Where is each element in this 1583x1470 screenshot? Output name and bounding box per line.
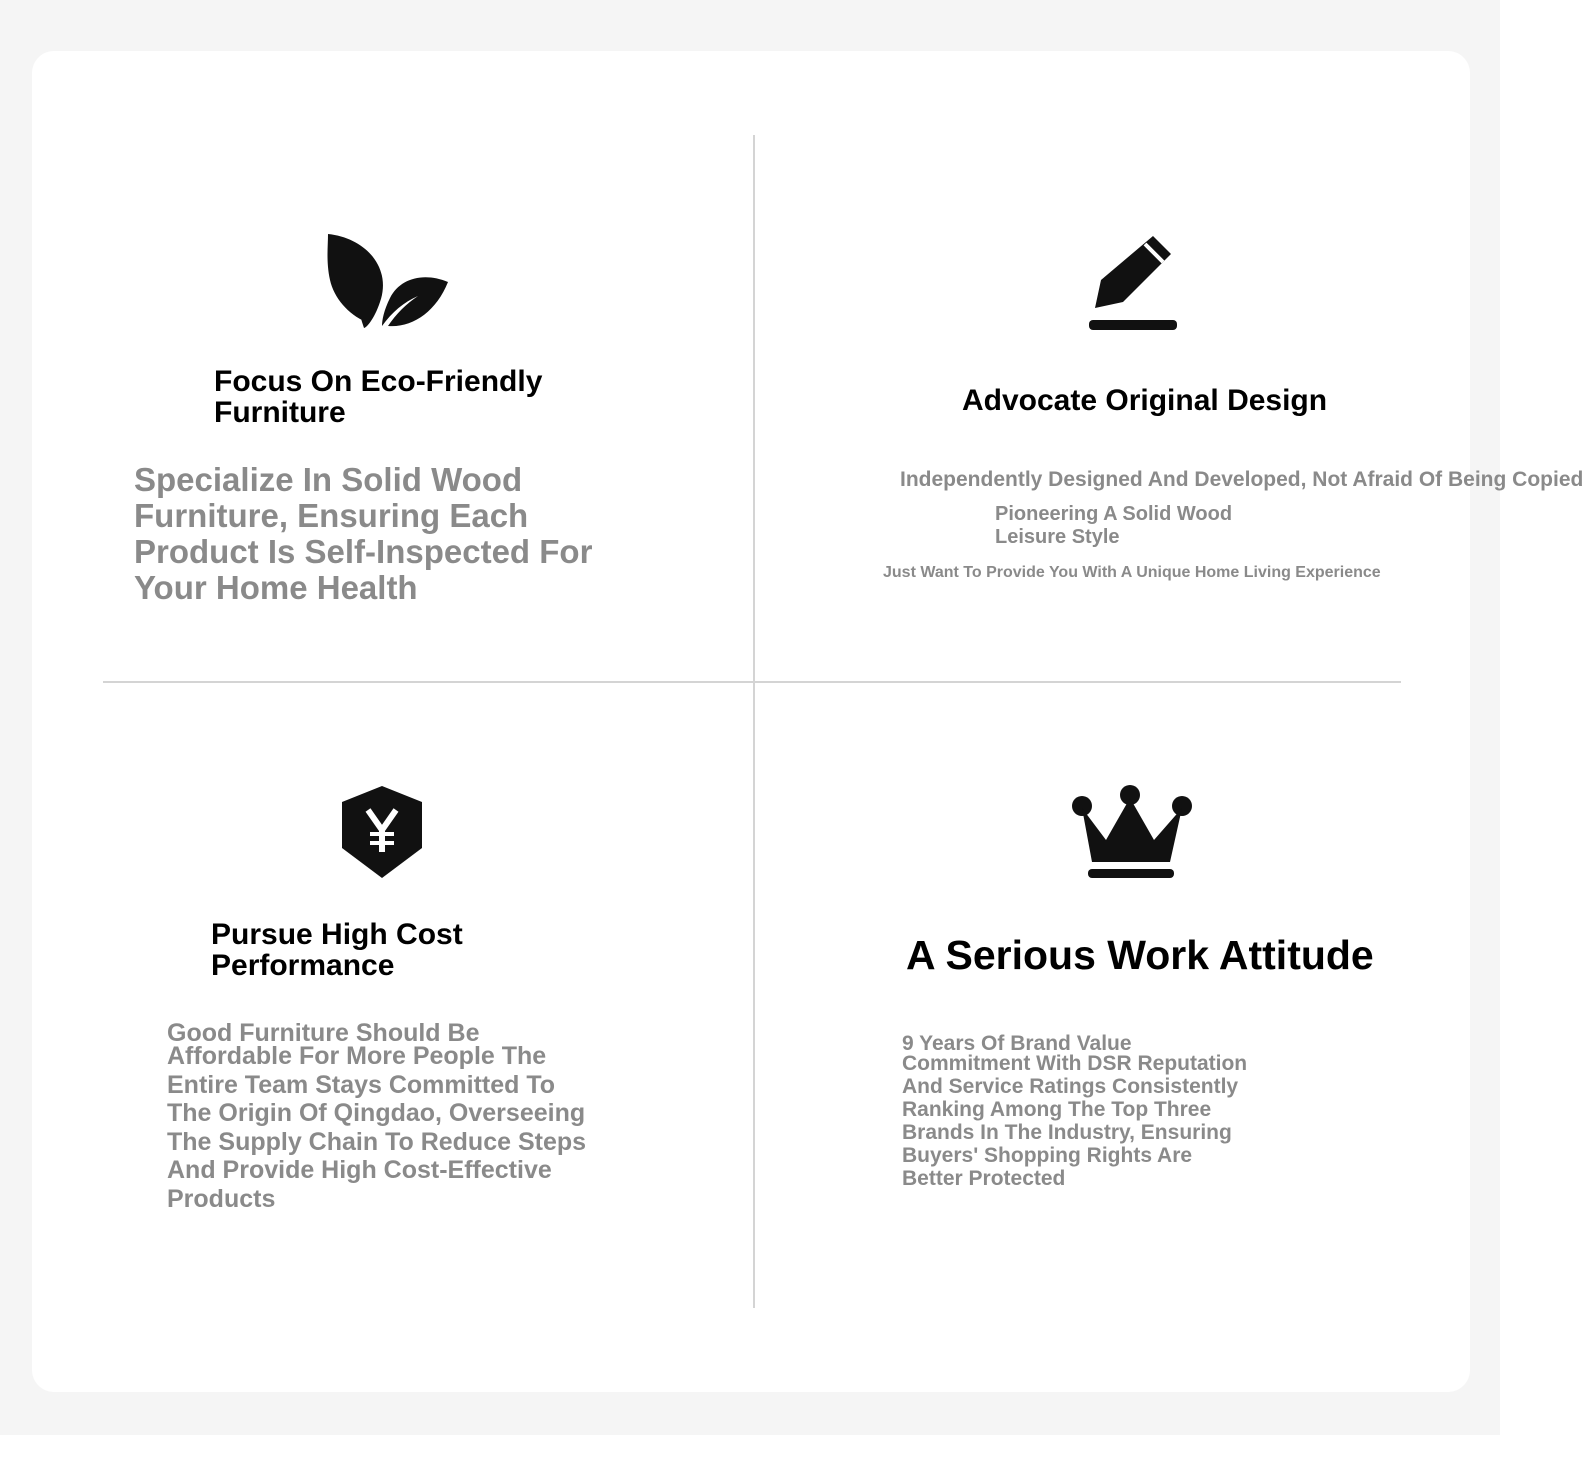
feature-description: Commitment With DSR Reputation And Service Ratings Consistently Ranking Among The Top Three Brands In The Industry, Ensuring Buyers' Shopping Rights Are Better Protected <box>902 1052 1248 1190</box>
feature-description-lead: Good Furniture Should Be <box>167 1019 480 1047</box>
crown-icon <box>1070 784 1194 880</box>
leaf-icon <box>326 232 450 332</box>
feature-description-lead: 9 Years Of Brand Value <box>902 1032 1132 1055</box>
feature-description: Specialize In Solid Wood Furniture, Ensuring Each Product Is Self-Inspected For Your Home Health <box>134 461 593 606</box>
feature-title: A Serious Work Attitude <box>906 932 1374 978</box>
feature-title: Focus On Eco-Friendly Furniture <box>214 365 543 429</box>
vertical-divider <box>753 135 755 1308</box>
feature-title: Advocate Original Design <box>962 384 1328 417</box>
pen-edit-icon <box>1087 234 1179 332</box>
feature-line: Pioneering A Solid Wood Leisure Style <box>995 503 1233 548</box>
yen-shield-icon <box>340 784 424 880</box>
feature-line: Independently Designed And Developed, Not Afraid Of Being Copied <box>900 468 1583 491</box>
horizontal-divider <box>103 681 1401 683</box>
feature-description: Affordable For More People The Entire Team Stays Committed To The Origin Of Qingdao, Overseeing The Supply Chain To Reduce Steps And Provide High Cost-Effective Products <box>167 1042 587 1213</box>
feature-title: Pursue High Cost Performance <box>211 918 463 982</box>
feature-line: Just Want To Provide You With A Unique Home Living Experience <box>883 564 1381 581</box>
